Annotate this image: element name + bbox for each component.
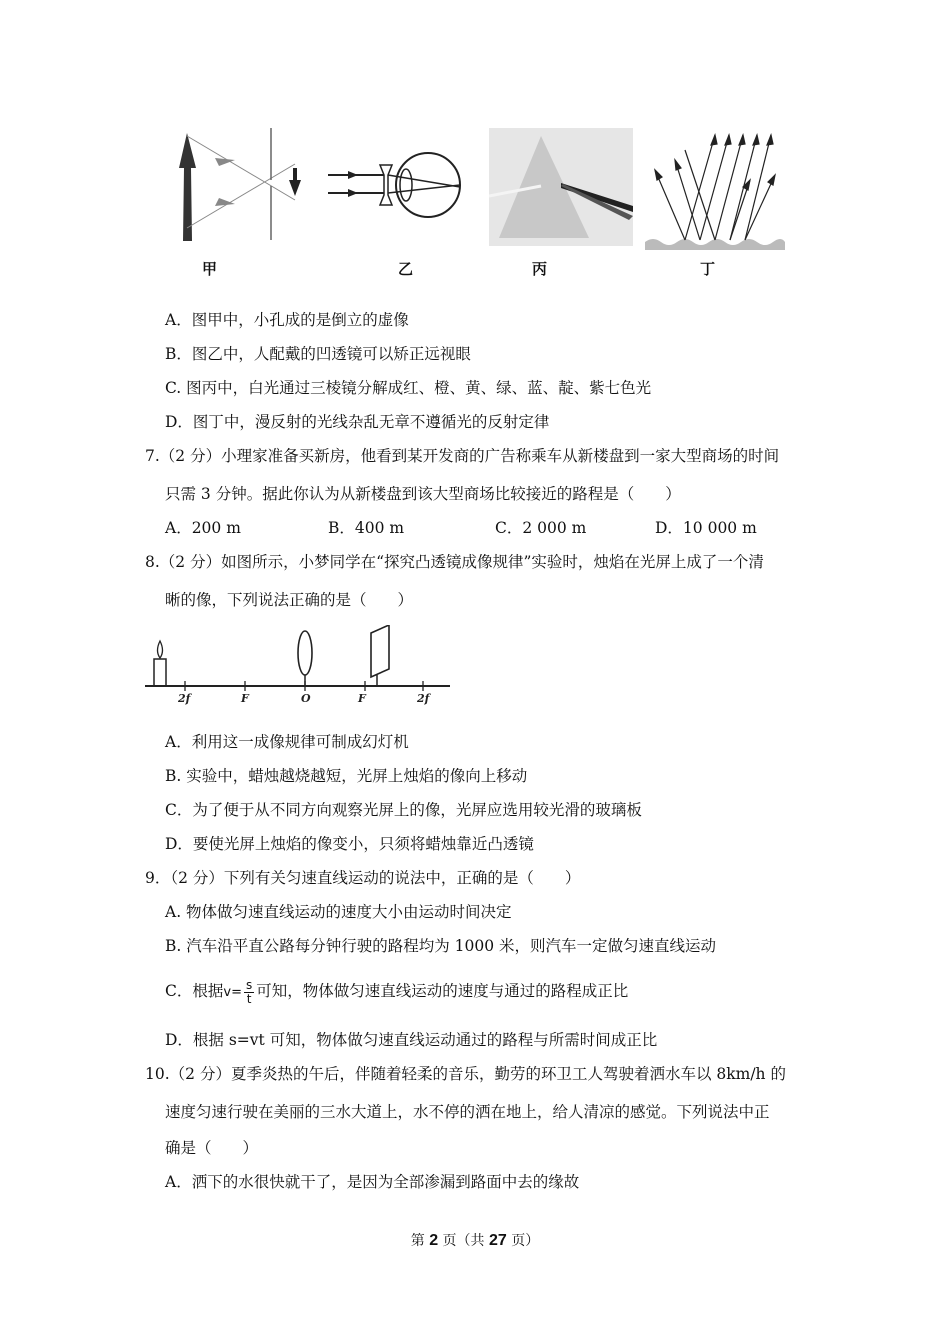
q9-formula-numerator: s	[245, 977, 253, 992]
q10-stem-line2: 速度匀速行驶在美丽的三水大道上，水不停的洒在地上，给人清凉的感觉。下列说法中正	[165, 1103, 770, 1121]
q9-option-b: B. 汽车沿平直公路每分钟行驶的路程均为 1000 米，则汽车一定做匀速直线运动	[165, 937, 717, 955]
q9-formula-denominator: t	[246, 991, 252, 1006]
footer-suffix: 页）	[511, 1233, 540, 1249]
q6-option-a: A．图甲中，小孔成的是倒立的虚像	[165, 311, 409, 329]
footer-middle: 页（共	[442, 1233, 485, 1249]
q8-option-a: A．利用这一成像规律可制成幻灯机	[165, 733, 409, 751]
q7-stem-line1: 7.（2 分）小理家准备买新房，他看到某开发商的广告称乘车从新楼盘到一家大型商场的时间	[145, 447, 780, 465]
figure-label-jia: 甲	[202, 260, 218, 278]
q9-formula-v: v=	[223, 985, 242, 1000]
q9-option-d: D．根据 s=vt 可知，物体做匀速直线运动通过的路程与所需时间成正比	[165, 1031, 658, 1049]
figure-ding-diffuse-reflection	[645, 130, 785, 250]
q8-optical-bench-figure	[145, 625, 455, 710]
q8-stem-line2: 晰的像，下列说法正确的是（ ）	[165, 591, 414, 609]
q9-option-c-suffix: 可知，物体做匀速直线运动的速度与通过的路程成正比	[256, 982, 629, 1000]
q9-stem: 9．（2 分）下列有关匀速直线运动的说法中，正确的是（ ）	[145, 869, 581, 887]
q9-option-a: A. 物体做匀速直线运动的速度大小由运动时间决定	[165, 903, 512, 921]
axis-label-2f-left: 2f	[178, 692, 191, 705]
q10-stem-line1: 10.（2 分）夏季炎热的午后，伴随着轻柔的音乐，勤劳的环卫工人驾驶着洒水车以 8km/h 的	[145, 1065, 786, 1083]
q7-option-b: B．400 m	[328, 519, 405, 537]
q9-option-c-prefix: C．根据	[165, 982, 224, 1000]
q7-option-c: C．2 000 m	[495, 519, 587, 537]
q7-option-a: A．200 m	[165, 519, 241, 537]
q9-formula-fraction	[244, 979, 254, 1006]
q9-option-c	[165, 973, 628, 1011]
q7-stem-line2: 只需 3 分钟。据此你认为从新楼盘到该大型商场比较接近的路程是（ ）	[165, 485, 681, 503]
footer-total-pages: 27	[489, 1232, 507, 1249]
q10-option-a: A．洒下的水很快就干了，是因为全部渗漏到路面中去的缘故	[165, 1173, 580, 1191]
footer-prefix: 第	[410, 1233, 425, 1249]
q8-option-c: C．为了便于从不同方向观察光屏上的像，光屏应选用较光滑的玻璃板	[165, 801, 642, 819]
axis-label-f-left: F	[241, 692, 249, 705]
figure-label-bing: 丙	[532, 260, 548, 278]
figure-yi-eye	[328, 135, 468, 245]
q10-stem-line3: 确是（ ）	[165, 1139, 259, 1157]
axis-label-o: O	[301, 692, 311, 705]
axis-label-f-right: F	[358, 692, 366, 705]
q8-option-b: B. 实验中，蜡烛越烧越短，光屏上烛焰的像向上移动	[165, 767, 528, 785]
q7-option-d: D．10 000 m	[655, 519, 757, 537]
q6-option-c: C. 图丙中，白光通过三棱镜分解成红、橙、黄、绿、蓝、靛、紫七色光	[165, 379, 652, 397]
page-footer	[0, 1230, 950, 1250]
footer-page-number: 2	[429, 1232, 439, 1249]
figure-label-ding: 丁	[700, 260, 716, 278]
figure-bing-prism	[489, 128, 633, 246]
figure-label-yi: 乙	[398, 260, 414, 278]
q6-option-d: D．图丁中，漫反射的光线杂乱无章不遵循光的反射定律	[165, 413, 550, 431]
q8-option-d: D．要使光屏上烛焰的像变小，只须将蜡烛靠近凸透镜	[165, 835, 534, 853]
q6-option-b: B．图乙中，人配戴的凹透镜可以矫正远视眼	[165, 345, 471, 363]
figure-jia-pinhole	[175, 128, 310, 248]
axis-label-2f-right: 2f	[417, 692, 430, 705]
q8-stem-line1: 8.（2 分）如图所示，小梦同学在“探究凸透镜成像规律”实验时，烛焰在光屏上成了一个清	[145, 553, 764, 571]
